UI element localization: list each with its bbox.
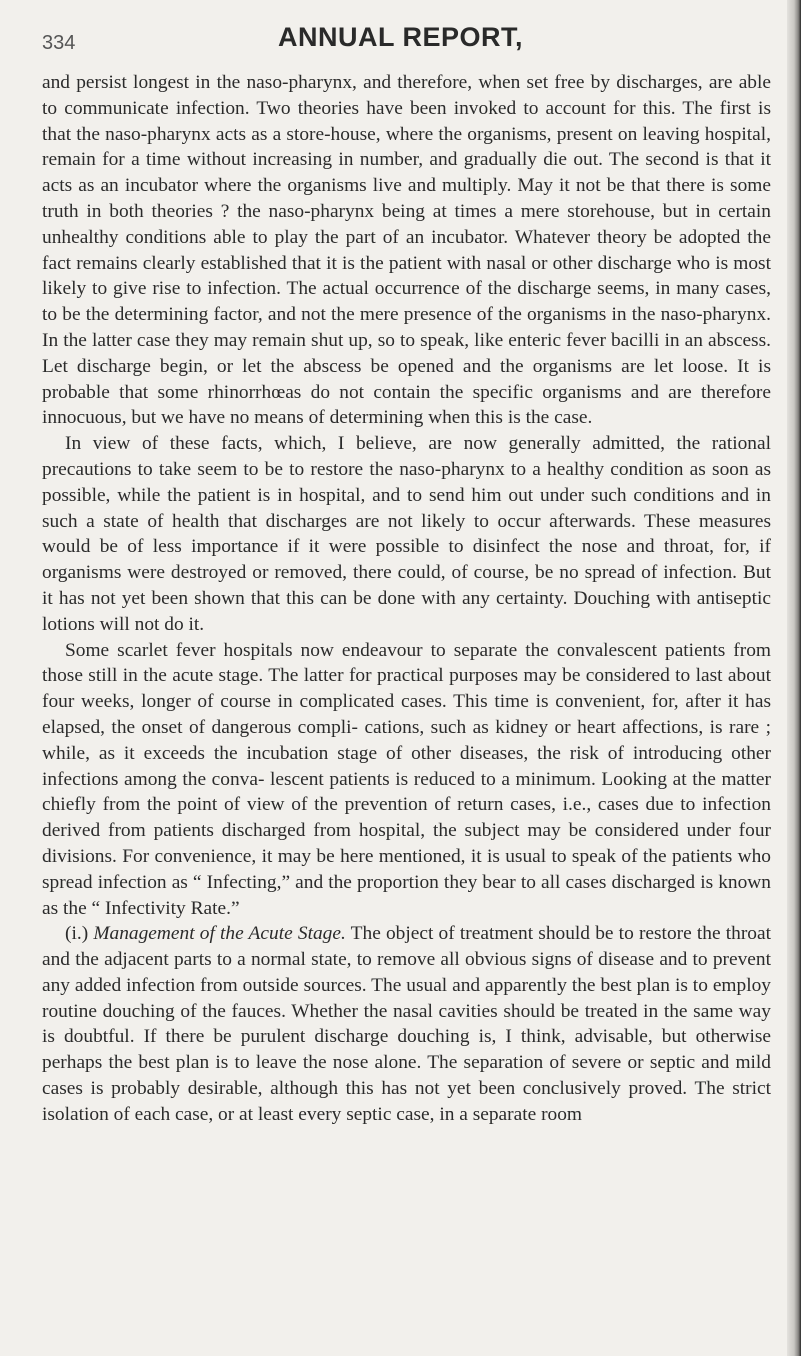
page-number: 334: [42, 32, 76, 54]
paragraph-2: In view of these facts, which, I believe, are now generally admitted, the rational precautions to take seem to be to restore the naso-pharynx to a healthy condition as soon as possible, while the patient is in hospital, and to send him out under such conditions and in such a state of health that discharges are not likely to occur afterwards. These measures would be of less importance if it were possible to disinfect the nose and throat, for, if organisms were destroyed or removed, there could, of course, be no spread of infection. But it has not yet been shown that this can be done with any certainty. Douching with antiseptic lotions will not do it.: [42, 433, 771, 635]
section-heading: Management of the Acute Stage.: [93, 923, 346, 945]
page-edge: [787, 0, 801, 1356]
paragraph-4-text: The object of treatment should be to restore the throat and the adjacent parts to a normal state, to remove all obvious signs of disease and to prevent any added infection from outside sources. The usual and apparently the best plan is to employ routine douching of the fauces. Whether the nasal cavities should be treated in the same way is doubtful. If there be purulent discharge douching is, I think, advisable, but otherwise perhaps the best plan is to leave the nose alone. The separation of severe or septic and mild cases is probably desirable, although this has not yet been conclusively proved. The strict isolation of each case, or at least every septic case, in a separate room: [42, 923, 771, 1125]
paragraph-4: [42, 921, 771, 1127]
paragraph-1: and persist longest in the naso-pharynx, and therefore, when set free by discharges, are able to communicate infection. Two theories have been invoked to account for this. The first is that the naso-pharynx acts as a store-house, where the organisms, present on leaving hospital, remain for a time without increasing in number, and gradually die out. The second is that it acts as an incubator where the organisms live and multiply. May it not be that there is some truth in both theories ? the naso-pharynx being at times a mere storehouse, but in certain unhealthy conditions able to play the part of an incubator. Whatever theory be adopted the fact remains clearly established that it is the patient with nasal or other discharge who is most likely to give rise to infection. The actual occurrence of the discharge seems, in many cases, to be the determining factor, and not the mere presence of the organisms in the naso-pharynx. In the latter case they may remain shut up, so to speak, like enteric fever bacilli in an abscess. Let discharge begin, or let the abscess be opened and the organisms are let loose. It is probable that some rhinorrhœas do not contain the specific organisms and are therefore innocuous, but we have no means of determining when this is the case.: [42, 72, 771, 429]
paragraph-3: Some scarlet fever hospitals now endeavour to separate the convalescent patients from those still in the acute stage. The latter for practical purposes may be considered to last about four weeks, longer of course in complicated cases. This time is convenient, for, after it has elapsed, the onset of dangerous compli- cations, such as kidney or heart affections, is rare ; while, as it exceeds the incubation stage of other diseases, the risk of introducing other infections among the conva- lescent patients is reduced to a minimum. Looking at the matter chiefly from the point of view of the prevention of return cases, i.e., cases due to infection derived from patients discharged from hospital, the subject may be considered under four divisions. For convenience, it may be here mentioned, it is usual to speak of the patients who spread infection as “ Infecting,” and the proportion they bear to all cases discharged is known as the “ Infectivity Rate.”: [42, 639, 771, 919]
section-number: (i.): [65, 923, 94, 945]
page-header: [0, 0, 801, 70]
body-text: [42, 70, 771, 1128]
running-title: ANNUAL REPORT,: [277, 22, 524, 52]
